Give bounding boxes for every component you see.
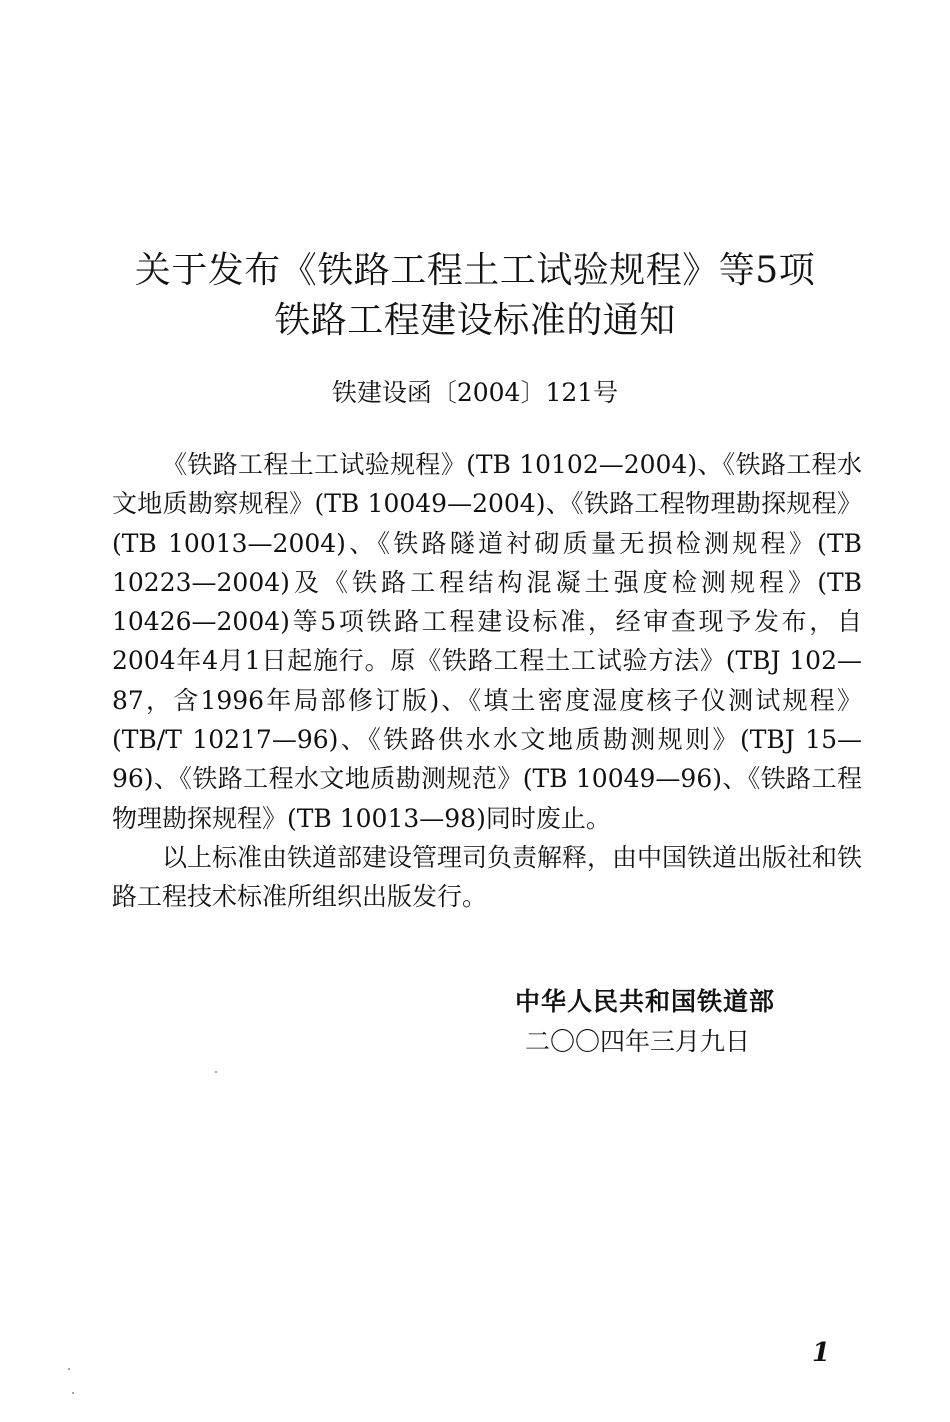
signature-block bbox=[515, 982, 775, 1062]
issuing-organization: 中华人民共和国铁道部 bbox=[515, 987, 776, 1016]
document-body bbox=[112, 445, 862, 917]
document-title-line-1: 关于发布《铁路工程土工试验规程》等5项 bbox=[134, 250, 816, 291]
scan-speck bbox=[215, 1071, 217, 1073]
scan-speck bbox=[68, 1368, 70, 1370]
body-paragraph-1: 《铁路工程土工试验规程》(TB 10102—2004)、《铁路工程水文地质勘察规程》(TB 10049—2004)、《铁路工程物理勘探规程》(TB 10013—2004)、《铁路隧道衬砌质量无损检测规程》(TB 10223—2004)及《铁路工程结构混凝土强度检测规程》(TB 10426—2004)等5项铁路工程建设标准，经审查现予发布，自2004年4月1日起施行。原《铁路工程土工试验方法》(TBJ 102—87，含1996年局部修订版)、《填土密度湿度核子仪测试规程》(TB/T 10217—96)、《铁路供水水文地质勘测规则》(TBJ 15—96)、《铁路工程水文地质勘测规范》(TB 10049—96)、《铁路工程物理勘探规程》(TB 10013—98)同时废止。 bbox=[112, 450, 862, 833]
issue-date: 二〇〇四年三月九日 bbox=[525, 1027, 751, 1056]
body-paragraph-2: 以上标准由铁道部建设管理司负责解释，由中国铁道出版社和铁路工程技术标准所组织出版发行。 bbox=[112, 842, 863, 912]
page-number: 1 bbox=[812, 1338, 831, 1368]
document-number: 铁建设函〔2004〕121号 bbox=[331, 378, 619, 407]
scan-speck bbox=[72, 1392, 74, 1394]
document-title-line-2: 铁路工程建设标准的通知 bbox=[274, 300, 676, 341]
